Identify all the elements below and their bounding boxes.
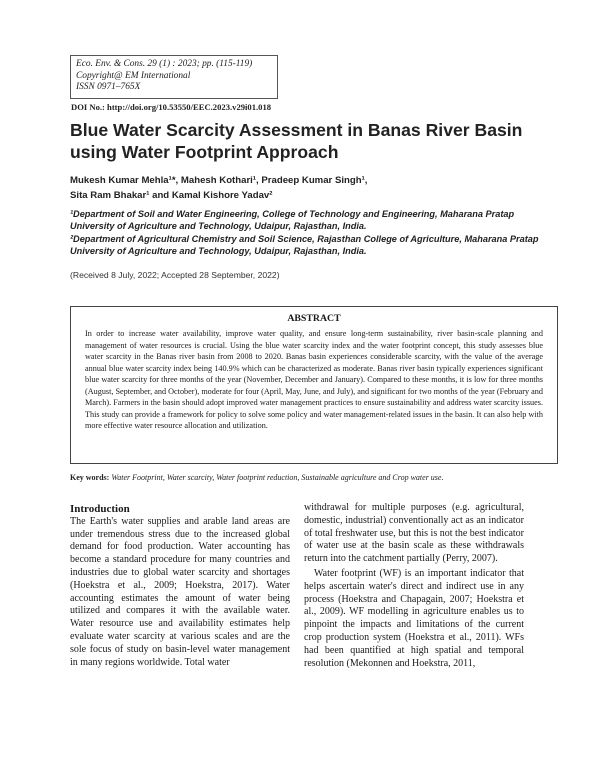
journal-issn-line: ISSN 0971–765X xyxy=(76,82,141,92)
keywords-label: Key words: xyxy=(70,473,110,482)
intro-paragraph-2: withdrawal for multiple purposes (e.g. agricultural, domestic, industrial) conventionally act as an indicator of total freshwater use, but this is not the best indicator of water use at the basin scale as these withdrawals return into the catchment partially (Perry, 2007). xyxy=(304,502,524,565)
author-line-1: Mukesh Kumar Mehla¹*, Mahesh Kothari¹, Pradeep Kumar Singh¹, xyxy=(70,175,368,186)
doi-link[interactable]: DOI No.: http://doi.org/10.53550/EEC.2023.v29i01.018 xyxy=(71,102,272,112)
abstract-box xyxy=(70,306,558,464)
received-dates: (Received 8 July, 2022; Accepted 28 September, 2022) xyxy=(70,270,280,280)
author-list xyxy=(70,173,550,203)
intro-paragraph-1: The Earth's water supplies and arable land areas are under tremendous stress due to the increased global demand for food production. Water accounting has become a standard procedure for many countries and industries due to global water scarcity and shortages (Hoekstra et al., 2009; Hoekstra, 2017). Water accounting estimates the amount of water being utilized and compares it with the available water. Water resource use and availability estimates help evaluate water scarcity at various scales and are the sole focus of study on basin-level water management in many regions worldwide. Total water xyxy=(70,515,290,668)
abstract-text: In order to increase water availability, improve water quality, and ensure long-term sustainability, river basin-scale planning and management of water resources is crucial. Using the blue water scarcity index and the water footprint concept, this study assesses blue water scarcity in the Banas river basin from 2008 to 2020. Banas basin experiences considerable scarcity, with the value of the average annual blue water scarcity index being 140.9% which can be characterized as moderate. Banas river basin typically experiences significant blue water scarcity for three months of the year (November, December and January). Compared to these months, it is low for three months (August, September, and October), moderate for four (April, May, June, and July), and significant for two months of the year (February and March). Farmers in the basin should adopt improved water management practices to ensure sustainability and address water scarcity issues. This study can provide a framework for policy to solve some policy and water management-related issues in the basin. It can also help with more effective water resource allocation and utilization. xyxy=(85,329,543,430)
paper-title: Blue Water Scarcity Assessment in Banas River Basin using Water Footprint Approach xyxy=(70,120,523,162)
affiliation-list xyxy=(70,208,550,258)
author-line-2: Sita Ram Bhakar¹ and Kamal Kishore Yadav² xyxy=(70,190,273,201)
right-column xyxy=(304,502,524,670)
journal-citation-box xyxy=(70,55,278,99)
intro-paragraph-3: Water footprint (WF) is an important indicator that helps ascertain water's direct and indirect use in any process (Hoekstra and Chapagain, 2007; Hoekstra et al., 2009). WF modelling in agriculture enables us to pinpoint the impacts and limitations of the current crop production system (Hoekstra et al., 2011). WFs had been quantified at high spatial and temporal resolution (Mekonnen and Hoekstra, 2011, xyxy=(304,567,524,669)
journal-copyright-line: Copyright@ EM International xyxy=(76,70,191,81)
affiliation-1: ¹Department of Soil and Water Engineering, College of Technology and Engineering, Maharana Pratap University of Agriculture and Technology, Udaipur, Rajasthan, India. xyxy=(70,209,515,232)
keywords-text: Water Footprint, Water scarcity, Water footprint reduction, Sustainable agriculture and Crop water use. xyxy=(111,473,444,482)
section-heading-introduction: Introduction xyxy=(70,503,130,515)
abstract-heading: ABSTRACT xyxy=(287,313,341,324)
keywords xyxy=(70,473,550,482)
journal-citation-line: Eco. Env. & Cons. 29 (1) : 2023; pp. (115-119) xyxy=(76,59,253,69)
affiliation-2: ²Department of Agricultural Chemistry and Soil Science, Rajasthan College of Agriculture, Maharana Pratap University of Agriculture and Technology, Udaipur, Rajasthan, India. xyxy=(70,233,539,257)
left-column xyxy=(70,503,290,669)
